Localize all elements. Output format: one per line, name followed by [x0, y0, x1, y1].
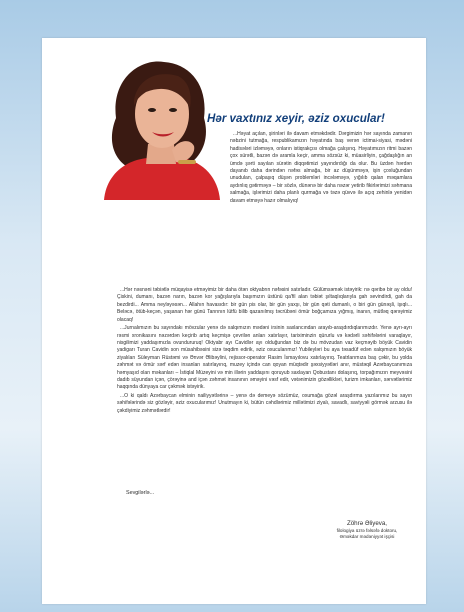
editorial-page	[42, 38, 426, 604]
intro-text	[230, 131, 412, 206]
signature-name: Zöhrə Əliyeva,	[346, 520, 388, 527]
signature-title-line: Əməkdar mədəniyyət işçisi	[339, 534, 395, 539]
intro-paragraph: ...Həyat açılan, şirinləri ilə davam etməkdədir. Dərgimizin hər sayında zamanın nəbzini tutmağa, respublikamızın həyatında baş verən ictimai-siyasi, mədəni hadisələri izləməyə, onların istiqrakçısı olmağa çalışırıq. Həyatımızın ritmi bazən çox sürətli, bazən də aramla keçir, amma sözsüz ki, müasirliyin, çağdaşlığın an ümdə şərti sayılan sürətin diqqətimizi yayındırdığı da olur. Bu üzdən hərdən dayanıb daha dərindən nəfəs almağa, bir az düşünməyə, işin çoxluğundan unudulan, çalpaşıq düşən problemləri incələməyə, yığılıb qalan məqamlara aydınlıq gətirməyə – bir sözlə, dünənə bir daha nəzər yetirib fikirlərimizi səhmana salmağa, işlərimizi daha planlı qurmağa və təzə qüvvə ilə açıq zehinlə yenidən davam etməyə hazır olmalıyıq!	[230, 131, 412, 204]
signature-block	[292, 520, 442, 540]
signature-title-line: filologiya üzrə fəlsəfə doktoru,	[336, 528, 398, 533]
body-text	[117, 287, 412, 416]
author-portrait-image	[86, 48, 226, 200]
body-paragraph: ...Hər nəsnəni təbiətlə müqayisə etməyimiz bir daha ötən oktyabrın nəfəsini xatırladır. Gülümsəmək istəyirik: nə qəribə bir ay oldu! Çiskini, dumanı, bazən narın, bazən kor yağışlarıyla başımızın üstünü qa'fil alan təbiət şıltaqlıqlarıyla gah sevindirdi, gah da bezdirdi... Amma neyləyəsən... Allahın havasıdır: bir gün pis olar, bir gün yaxşı, bir gün qəti dumanlı, o biri gün günəşli, işıqlı... Beləcə, ötüb-keçən, yaşanan hər günü Tanrının lütfü bilib qazanılmış təcrübəni ömür boğçamıza yığmış, inanın, mütləq qərəyimiz olacaq!	[117, 287, 412, 323]
closing-text: Sevgilərlə...	[126, 490, 155, 496]
body-paragraph: ...O ki qaldı Azərbaycan elminin nailiyyətlərinə – yenə də demeyə sözümüz, oxumağa gözəl araşdırma yazılarımız bu sayın səhifələrində siz gözləyir, əziz oxucularımız! Unutmayın ki, bütün cəhdlərimiz millətimizi ziyalı, savadlı, saviyyəli görmək arzusu ilə çəkdiyimiz zəhmətlərdir!	[117, 393, 412, 414]
page-title: Hər vaxtınız xeyir, əziz oxucular!	[207, 112, 385, 125]
body-paragraph: ...Jurnalımızın bu sayındakı mövzular yenə də xalqımızın mədəni irsinin saxlancından arayıb-araşdırdıqlarımızdır. Yenə ayrı-ayrı rəsmi xronikasını nəzərdən keçirib artıq keçmişə çevrilən anları xatırlayır, tariximinzin qürurlu və kədərli səhifələrini varaqlayır, nisgilimizi yaddaşımızla ovundururuq! Oktyabr ayı Cavidlər ayı olduğundan biz də bu mövzudan vaz keçməyib böyük Cavidin yadigarı Turan Cavidin son müsahibəsini sizə təqdim edirik, əziz oxucularımız! Yubileyləri bu aya təsadüf edən xalqımızın böyük ziyalıları Süleyman Rüstəmi və Ənvər Əlibəylini, rejissor-operator Rasim İsmayılovu xatırlayırıq. Teatrlarımıza baş çəkir, bu yolda zəhmət və ömür sərf edən insanları xatırlayırıq, muzey içində can qoyan müqtədir şəxsiyyətləri anır, müstəqil Azərbaycanımıza həmyaşıd olan məkanları – İstiqlal Müzeyini və min illərin yaddaşını qoruyub saxlayan Qobustanı dolaşırıq, torpağımızın meyvəsini dadıb süyundan içən, çörəyinə and içən zəhmət insanının əməyini vəsf edir, vətənimizin gözəllikləri, turizm imkanları, sərvətlərimiz haqqında dünyaya car çəkmək istəyirik.	[117, 325, 412, 391]
